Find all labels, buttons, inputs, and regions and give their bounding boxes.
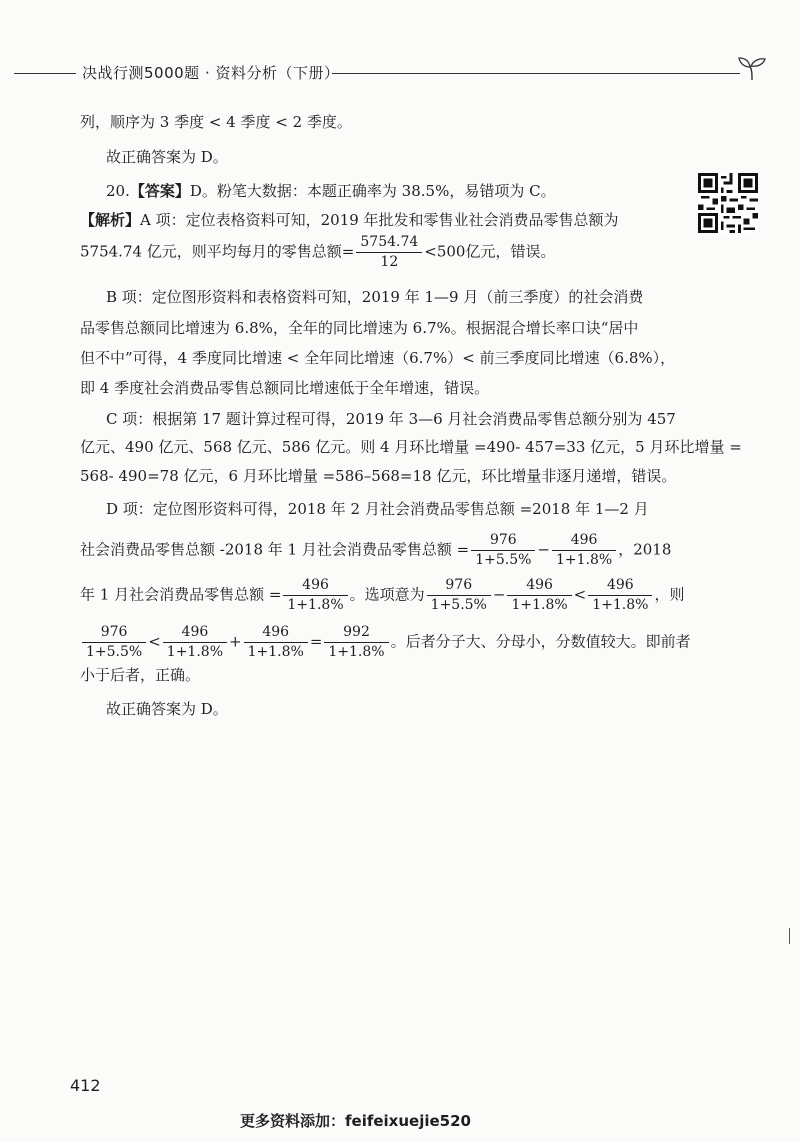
fraction [552,532,616,569]
page-number: 412 [70,1076,101,1095]
book-title: 决战行测5000题 · 资料分析（下册） [82,64,340,82]
numerator: 496 [163,624,227,643]
fraction [163,624,227,661]
text-line: 列，顺序为 3 季度 < 4 季度 < 2 季度。 [80,113,352,131]
text-segment: 年 1 月社会消费品零售总额 = [80,585,282,604]
question-answer-line [106,181,556,201]
scan-mark [789,928,790,944]
numerator: 496 [552,532,616,551]
text-line: D 项：定位图形资料可得，2018 年 2 月社会消费品零售总额 =2018 年 1—2 月 [106,500,649,518]
fraction [283,577,347,614]
analysis-text: A 项：定位表格资料可知，2019 年批发和零售业社会消费品零售总额为 [140,211,619,229]
answer-tag: 【答案】 [129,182,190,200]
denominator: 1+1.8% [287,597,344,613]
operator: + [229,632,242,651]
fraction [82,624,146,661]
text-segment: ，2018 [618,540,672,559]
text-segment: 。后者分子大、分母小，分数值较大。即前者 [390,632,691,651]
denominator: 1+1.8% [511,597,568,613]
denominator: 1+5.5% [86,644,143,660]
operator: = [309,632,323,651]
formula-line [80,234,555,271]
operator: − [492,585,506,604]
fraction [244,624,308,661]
fraction [588,577,652,614]
formula-line [80,624,691,661]
formula-line [80,577,684,614]
denominator: 12 [380,254,399,270]
sprout-icon [736,54,768,82]
numerator: 976 [427,577,491,596]
header-rule-left [14,73,76,74]
operator: − [537,540,550,559]
text-segment: 社会消费品零售总额 -2018 年 1 月社会消费品零售总额 = [80,540,470,559]
text-line: 品零售总额同比增速为 6.8%，全年的同比增速为 6.7%。根据混合增长率口诀“居中 [80,319,639,337]
denominator: 1+1.8% [166,644,224,660]
numerator: 496 [283,577,347,596]
analysis-tag: 【解析】 [80,211,141,229]
numerator: 976 [82,624,146,643]
denominator: 1+1.8% [556,552,613,568]
text-line: 亿元、490 亿元、568 亿元、586 亿元。则 4 月环比增量 =490- 457=33 亿元，5 月环比增量 = [80,438,742,456]
numerator: 496 [244,624,308,643]
denominator: 1+5.5% [475,552,532,568]
text-line: 568- 490=78 亿元，6 月环比增量 =586–568=18 亿元，环比增量非逐月递增，错误。 [80,467,677,485]
text-line: B 项：定位图形资料和表格资料可知，2019 年 1—9 月（前三季度）的社会消费 [106,288,644,306]
text-segment: 。选项意为 [349,585,425,604]
answer-line: 故正确答案为 D。 [106,700,228,718]
numerator: 976 [471,532,535,551]
running-header [14,62,774,86]
operator: < [573,585,587,604]
denominator: 1+1.8% [247,644,304,660]
question-number: 20. [106,182,130,200]
numerator: 496 [588,577,652,596]
fraction [507,577,571,614]
formula-line [80,532,671,569]
text-line: 即 4 季度社会消费品零售总额同比增速低于全年增速，错误。 [80,379,490,397]
text-line: 但不中”可得，4 季度同比增速 < 全年同比增速（6.7%）< 前三季度同比增速（6.8%）， [80,349,676,367]
fraction [427,577,491,614]
fraction [324,624,388,661]
numerator: 992 [324,624,388,643]
header-rule-right [332,73,740,74]
text-segment: 5754.74 亿元，则平均每月的零售总额= [80,242,355,261]
footer-note: 更多资料添加：feifeixuejie520 [240,1112,471,1130]
operator: < [148,632,161,651]
text-line: 小于后者，正确。 [80,666,201,684]
denominator: 1+5.5% [430,597,487,613]
fraction [471,532,535,569]
analysis-line [80,210,619,230]
numerator: 496 [507,577,571,596]
text-segment: <500亿元，错误。 [424,242,556,261]
denominator: 1+1.8% [592,597,649,613]
answer-text: D。粉笔大数据：本题正确率为 38.5%，易错项为 C。 [189,182,556,200]
text-segment: ，则 [654,585,685,604]
qr-code-icon [698,173,758,233]
numerator: 5754.74 [356,234,422,253]
denominator: 1+1.8% [328,644,385,660]
answer-line: 故正确答案为 D。 [106,148,228,166]
text-line: C 项：根据第 17 题计算过程可得，2019 年 3—6 月社会消费品零售总额分别为 457 [106,410,676,428]
fraction [356,234,422,271]
